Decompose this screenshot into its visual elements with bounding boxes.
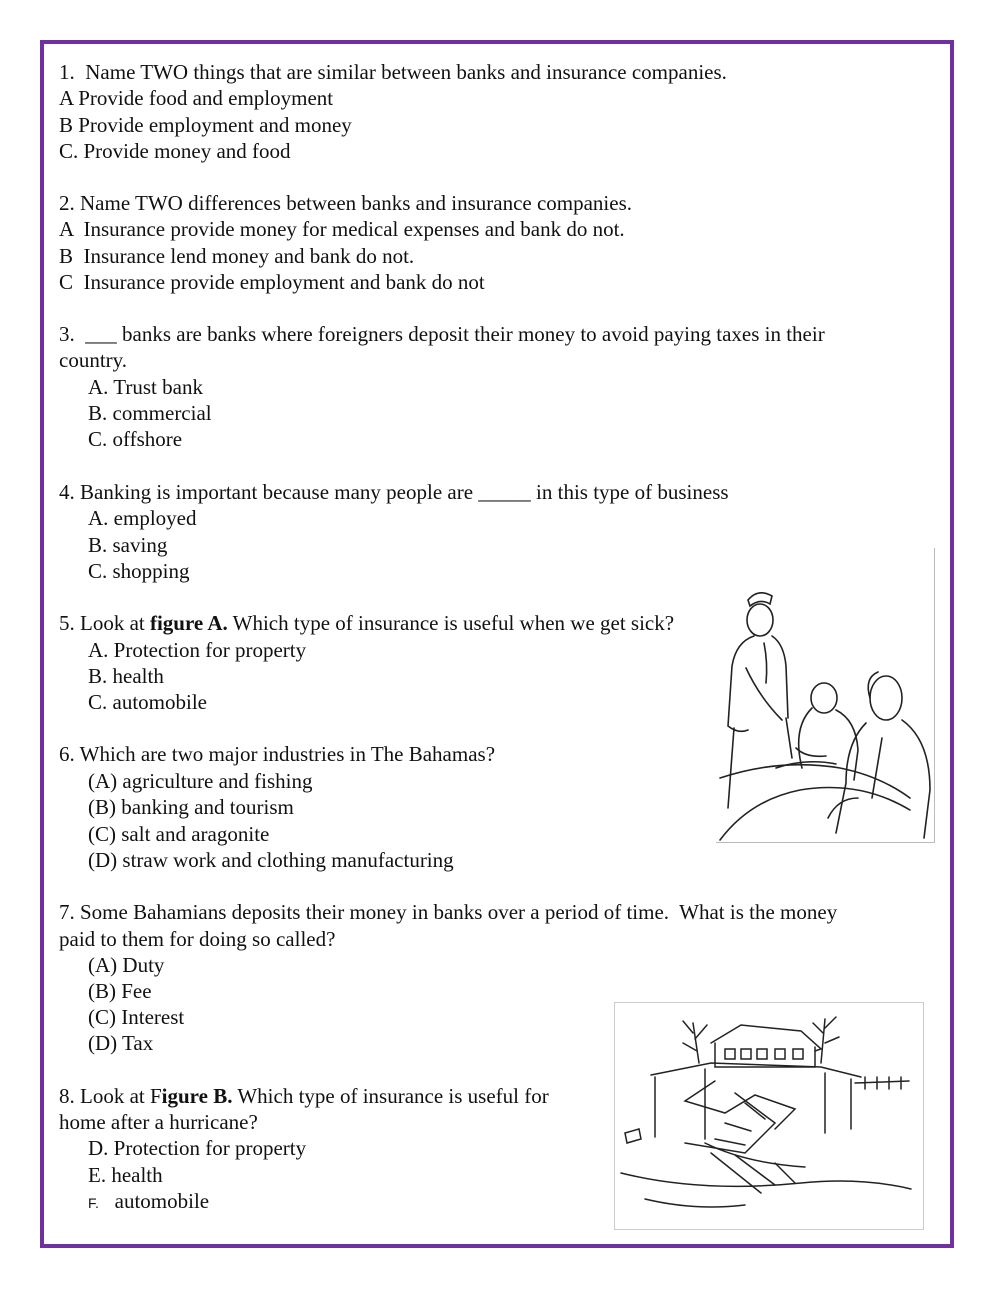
q2-option-b: B Insurance lend money and bank do not. [59,244,415,268]
question-5: 5. Look at figure A. Which type of insurance is useful when we get sick? [59,611,675,635]
question-1: 1. Name TWO things that are similar between banks and insurance companies. [59,60,727,84]
q4-option-b: B. saving [88,533,168,557]
question-3-cont: country. [59,348,128,372]
q8-option-e: E. health [88,1163,163,1187]
q5-option-b: B. health [88,664,164,688]
question-3: 3. ___ banks are banks where foreigners deposit their money to avoid paying taxes in their [59,322,825,346]
q2-option-a: A Insurance provide money for medical expenses and bank do not. [59,217,625,241]
q6-option-d: (D) straw work and clothing manufacturing [88,848,454,872]
question-7-cont: paid to them for doing so called? [59,927,336,951]
q8-option-f-text: automobile [114,1189,210,1213]
q7-option-c: (C) Interest [88,1005,185,1029]
q6-option-a: (A) agriculture and fishing [88,769,313,793]
q7-option-d: (D) Tax [88,1031,154,1055]
question-2: 2. Name TWO differences between banks and insurance companies. [59,191,633,215]
q4-option-c: C. shopping [88,559,190,583]
question-8-cont: home after a hurricane? [59,1110,258,1134]
q4-option-a: A. employed [88,506,197,530]
q7-option-b: (B) Fee [88,979,152,1003]
q1-option-b: B Provide employment and money [59,113,352,137]
q8-option-f-letter: F. [88,1195,99,1211]
q3-option-a: A. Trust bank [88,375,203,399]
figure-b-hurricane-damaged-house-illustration [614,1002,924,1230]
q1-option-c: C. Provide money and food [59,139,291,163]
q6-option-b: (B) banking and tourism [88,795,294,819]
q3-option-c: C. offshore [88,427,183,451]
question-8: 8. Look at Figure B. Which type of insurance is useful for [59,1084,549,1108]
question-4: 4. Banking is important because many people are _____ in this type of business [59,480,729,504]
figure-a-sick-patient-illustration [716,548,935,843]
question-7: 7. Some Bahamians deposits their money in banks over a period of time. What is the money [59,900,838,924]
question-6: 6. Which are two major industries in The Bahamas? [59,742,496,766]
q1-option-a: A Provide food and employment [59,86,334,110]
q8-option-d: D. Protection for property [88,1136,307,1160]
q6-option-c: (C) salt and aragonite [88,822,270,846]
q7-option-a: (A) Duty [88,953,165,977]
q5-option-c: C. automobile [88,690,207,714]
q3-option-b: B. commercial [88,401,212,425]
q5-option-a: A. Protection for property [88,638,307,662]
q2-option-c: C Insurance provide employment and bank do not [59,270,485,294]
q8-option-f [88,1188,209,1216]
